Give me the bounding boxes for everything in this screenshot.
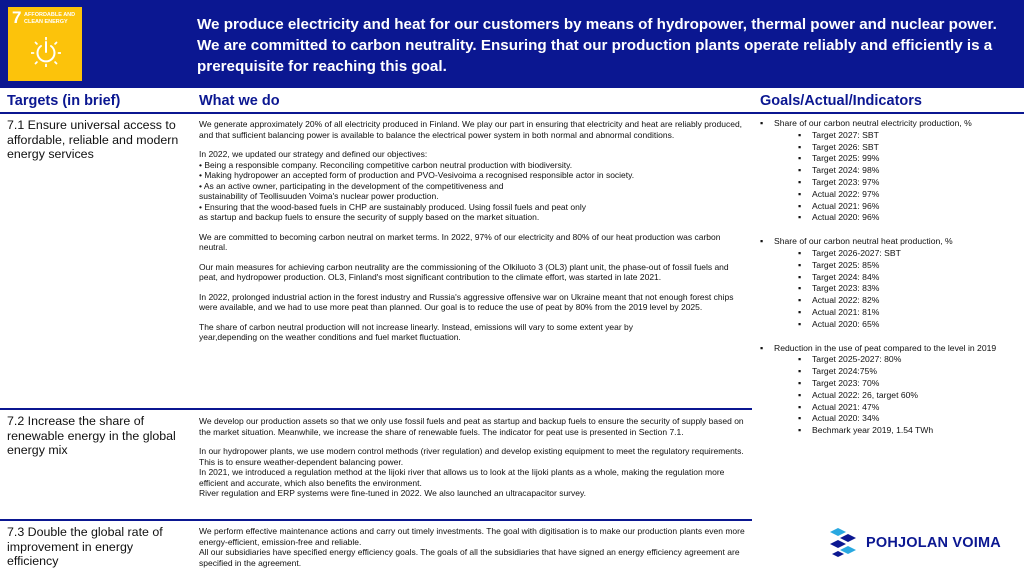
header-divider (0, 112, 1024, 114)
goal-item: ▪ Target 2024: 84% (760, 272, 1018, 284)
paragraph: In 2022, prolonged industrial action in the forest industry and Russia's aggressive offensive war on Ukraine meant that not enough forest chips were available, and we had to use more peat than planned. Our goal is to reduce the use of peat by 80% from the 2019 level by 2025. (199, 291, 734, 312)
goal-item: ▪ Target 2025-2027: 80% (760, 354, 1018, 366)
paragraph: We develop our production assets so that we only use fossil fuels and peat as startup and backup fuels to ensure the security of supply based on the market situation. Meanwhile, we increase the share of renewable fuels. The indicator for peat use is presented in Section 7.1. (199, 416, 744, 437)
row-divider-2 (0, 519, 752, 521)
sdg-number: 7 (12, 8, 22, 27)
sun-power-icon (31, 37, 61, 67)
column-header-what-we-do: What we do (199, 93, 280, 109)
goal-item: ▪ Target 2024:75% (760, 366, 1018, 378)
goal-item: ▪ Actual 2020: 96% (760, 212, 1018, 224)
goal-item: ▪ Target 2027: SBT (760, 130, 1018, 142)
header-banner (0, 0, 1024, 88)
goal-item: ▪ Actual 2020: 65% (760, 319, 1018, 331)
what-we-do-7-1 (199, 119, 749, 343)
goal-item: ▪ Target 2026-2027: SBT (760, 248, 1018, 260)
goal-group-electricity (760, 118, 1018, 224)
goal-item: ▪ Actual 2022: 26, target 60% (760, 390, 1018, 402)
goal-item: ▪ Actual 2022: 82% (760, 295, 1018, 307)
goal-title: ▪ Reduction in the use of peat compared to the level in 2019 (760, 343, 1018, 355)
goal-group-heat (760, 236, 1018, 330)
what-we-do-7-2 (199, 416, 749, 499)
goal-item: ▪ Target 2024: 98% (760, 165, 1018, 177)
goal-item: ▪ Actual 2021: 47% (760, 402, 1018, 414)
goal-item: ▪ Target 2025: 99% (760, 153, 1018, 165)
target-7-2: 7.2 Increase the share of renewable energy in the global energy mix (7, 414, 176, 457)
goal-item: ▪ Target 2023: 83% (760, 283, 1018, 295)
sdg-title: AFFORDABLE AND CLEAN ENERGY (24, 12, 76, 25)
paragraph: The share of carbon neutral production will not increase linearly. Instead, emissions will vary to some extent year by year,depending on the weather conditions and fuel market fluctuation. (199, 321, 634, 342)
paragraph: Our main measures for achieving carbon neutrality are the commissioning of the Olkiluoto 3 (OL3) plant unit, the phase-out of fossil fuels and peat, and hydropower production. OL3, Finland's most significant contribution to the climate effort, was started in late 2021. (199, 261, 729, 282)
goal-item: ▪ Actual 2022: 97% (760, 189, 1018, 201)
goal-item: ▪ Target 2025: 85% (760, 260, 1018, 272)
goal-item: ▪ Target 2026: SBT (760, 142, 1018, 154)
header-statement: We produce electricity and heat for our customers by means of hydropower, thermal power and nuclear power. We are committed to carbon neutrality. Ensuring that our production plants operate reliably and efficiently is a prerequisite for reaching this goal. (197, 16, 997, 75)
goal-item: ▪ Target 2023: 97% (760, 177, 1018, 189)
paragraph: We generate approximately 20% of all electricity produced in Finland. We play our part in ensuring that electricity and heat are reliably produced, and that sufficient balancing power is available to balance the electrical power system in both normal and abnormal conditions. (199, 119, 743, 140)
company-logo (828, 526, 1018, 560)
target-7-3: 7.3 Double the global rate of improvement in energy efficiency (7, 525, 163, 568)
goal-title: ▪ Share of our carbon neutral electricity production, % (760, 118, 1018, 130)
column-header-targets: Targets (in brief) (7, 93, 121, 109)
paragraph: We are committed to becoming carbon neutral on market terms. In 2022, 97% of our electricity and 80% of our heat production was carbon neutral. (199, 231, 721, 252)
row-divider-1 (0, 408, 752, 410)
goals-indicators (760, 118, 1018, 449)
goal-item: ▪ Actual 2020: 34% (760, 413, 1018, 425)
goal-item: ▪ Target 2023: 70% (760, 378, 1018, 390)
target-7-1: 7.1 Ensure universal access to affordable, reliable and modern energy services (7, 118, 179, 161)
column-header-goals: Goals/Actual/Indicators (760, 93, 922, 109)
goal-group-peat (760, 343, 1018, 437)
company-name: POHJOLAN VOIMA (866, 535, 1001, 551)
goal-item: ▪ Bechmark year 2019, 1.54 TWh (760, 425, 1018, 437)
what-we-do-7-3 (199, 526, 749, 568)
goal-item: ▪ Actual 2021: 81% (760, 307, 1018, 319)
pohjolan-voima-logo-icon (828, 526, 860, 558)
paragraph: In our hydropower plants, we use modern control methods (river regulation) and develop existing equipment to meet the regulatory requirements. This is to ensure weather-dependent balancing power. In 2021, we introduced a regulation method at the Iijoki river that allows us to look at the Iijoki plants as a whole, making the regulation more efficient and accurate, which also benefits the environment. River regulation and ERP systems were fine-tuned in 2022. We also launched an ultracapacitor survey. (199, 446, 744, 498)
paragraph: We perform effective maintenance actions and carry out timely investments. The goal with digitisation is to make our production plants even more energy-efficient, emission-free and reliable. All our subsidiaries have specified energy efficiency goals. The goals of all the subsidiaries that have signed an energy efficiency agreement are specified in the agreement. (199, 526, 745, 568)
sdg-7-tile (8, 7, 82, 81)
goal-item: ▪ Actual 2021: 96% (760, 201, 1018, 213)
goal-title: ▪ Share of our carbon neutral heat production, % (760, 236, 1018, 248)
paragraph: In 2022, we updated our strategy and defined our objectives: • Being a responsible company. Reconciling competitive carbon neutral production with biodiversity. • Making hydropower an accepted form of production and PVO-Vesivoima a recognised responsible actor in society. • As an active owner, participating in the development of the competitiveness and sustainability of Teollisuuden Voima's nuclear power production. • Ensuring that the wood-based fuels in CHP are sustainably produced. Using fossil fuels and peat only as startup and backup fuels to ensure the security of supply based on the market situation. (199, 149, 635, 222)
